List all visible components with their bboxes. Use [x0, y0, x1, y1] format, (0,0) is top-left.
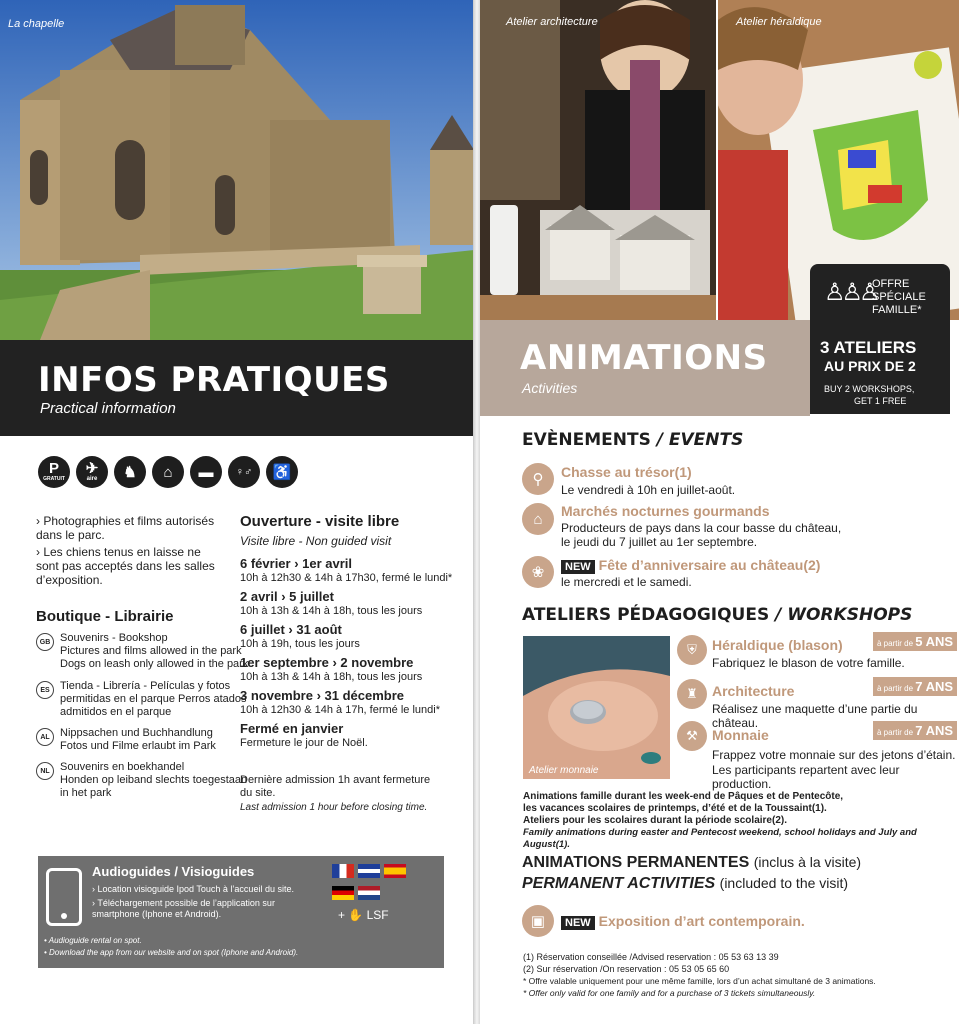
schedule-hours: 10h à 13h & 14h à 18h, tous les jours — [240, 671, 423, 683]
shop-lang-nl — [36, 761, 247, 800]
footnote: (2) Sur réservation /On reservation : 05 53 05 65 60 — [523, 964, 730, 974]
chapel-photo — [0, 0, 474, 340]
audio-line: › Téléchargement possible de l’application sur smartphone (Iphone et Android). — [92, 898, 275, 919]
permanent-item: NEW Exposition d’art contemporain. — [561, 913, 805, 930]
flag-es-icon — [384, 864, 406, 878]
schedule-dates: 1er septembre › 2 novembre — [240, 655, 414, 670]
new-badge: NEW — [561, 916, 595, 930]
chapel-illustration — [0, 0, 474, 340]
lang-badge-es: ES — [36, 681, 54, 699]
schedule-dates: 2 avril › 5 juillet — [240, 589, 334, 604]
toilets-icon: ♀♂ — [228, 456, 260, 488]
footnote: * Offre valable uniquement pour une même famille, lors d’un achat simultané de 3 animations. — [523, 976, 876, 986]
age-badge: à partir de 7 ANS — [873, 721, 957, 740]
event-line: le jeudi du 7 juillet au 1er septembre. — [561, 535, 758, 549]
lang-badge-nl: NL — [36, 762, 54, 780]
schedule-hours: 10h à 12h30 & 14h à 17h30, fermé le lundi* — [240, 572, 453, 584]
schedule-item — [240, 688, 470, 717]
shop-lang-al — [36, 727, 216, 753]
event-name: Chasse au trésor(1) — [561, 464, 692, 480]
family-icon: ♙♙♙ — [824, 279, 877, 306]
shop-lang-gb — [36, 632, 248, 671]
shop-nl-line: in het park — [60, 787, 112, 799]
workshop-name: Architecture — [712, 683, 795, 699]
offer-en: GET 1 FREE — [854, 396, 907, 406]
coin-illustration — [523, 636, 670, 779]
schedule-hours: Fermeture le jour de Noël. — [240, 737, 368, 749]
shield-icon: ⛨ — [677, 635, 707, 665]
gift-icon: ❀ — [522, 556, 554, 588]
schedule-dates: Fermé en janvier — [240, 721, 344, 736]
coin-photo — [523, 636, 670, 779]
schedule-item — [240, 622, 470, 651]
family-line: Animations famille durant les week-end de Pâques et de Pentecôte, — [523, 791, 844, 802]
offer-price: AU PRIX DE 2 — [824, 358, 916, 374]
left-panel — [0, 0, 474, 1024]
workshop-name: Monnaie — [712, 727, 769, 743]
parking-caption: GRATUIT — [43, 476, 65, 482]
audio-en-line: • Audioguide rental on spot. — [44, 936, 142, 945]
footnote: * Offer only valid for one family and for a purchase of 3 tickets simultaneously. — [523, 988, 816, 998]
shop-nl-line: Souvenirs en boekhandel — [60, 761, 185, 773]
workshops-title: ATELIERS PÉDAGOGIQUES / WORKSHOPS — [522, 605, 913, 625]
event-line: le mercredi et le samedi. — [561, 575, 692, 589]
flag-fr-icon — [332, 864, 354, 878]
schedule-item — [240, 721, 470, 750]
shop-title: Boutique - Librairie — [36, 608, 174, 625]
event-name: NEW Fête d’anniversaire au château(2) — [561, 557, 820, 574]
flag-de-icon — [332, 886, 354, 900]
bird-icon: ✈ aire — [76, 456, 108, 488]
offer-en: BUY 2 WORKSHOPS, — [824, 384, 915, 394]
photo-label-chapelle: La chapelle — [8, 18, 65, 30]
sign-language-label: + ✋ LSF — [338, 908, 389, 922]
last-admission: Dernière admission 1h avant fermeture du site. — [240, 774, 431, 799]
last-admission-en: Last admission 1 hour before closing time. — [240, 802, 428, 813]
schedule-dates: 6 juillet › 31 août — [240, 622, 342, 637]
infos-title: INFOS PRATIQUES — [38, 360, 390, 400]
audioguide-box — [38, 856, 444, 968]
family-line-en: Family animations during easter and Pentecost weekend, school holidays and July and August(1). — [523, 827, 917, 850]
schedule-item — [240, 655, 470, 684]
shop-es-line: admitidos en el parque — [60, 706, 172, 718]
lang-badge-gb: GB — [36, 633, 54, 651]
frame-icon: ▣ — [522, 905, 554, 937]
audio-line: › Location visioguide Ipod Touch à l’accueil du site. — [92, 884, 294, 894]
shop-es-line: Tienda - Librería - Películas y fotos — [60, 680, 231, 692]
architecture-illustration — [480, 0, 716, 320]
flags-grid — [332, 864, 418, 905]
right-panel — [480, 0, 959, 1024]
schedule-item — [240, 589, 470, 618]
permanent-title-en: PERMANENT ACTIVITIES (included to the visit) — [522, 875, 849, 892]
note-dogs: › Les chiens tenus en laisse ne sont pas acceptés dans les salles d’exposition. — [36, 545, 215, 587]
bird-caption: aire — [86, 475, 98, 482]
dog-icon: ♞ — [114, 456, 146, 488]
shop-gb-line: Souvenirs - Bookshop — [60, 632, 168, 644]
magnifier-icon: ⚲ — [522, 463, 554, 495]
permanent-title: ANIMATIONS PERMANENTES (inclus à la visite) — [522, 854, 862, 871]
note-photos: › Photographies et films autorisés dans le parc. — [36, 514, 215, 542]
animations-title: ANIMATIONS — [520, 338, 768, 378]
schedule-dates: 6 février › 1er avril — [240, 556, 353, 571]
schedule-hours: 10h à 19h, tous les jours — [240, 638, 360, 650]
coin-press-icon: ⚒ — [677, 721, 707, 751]
lang-badge-al: AL — [36, 728, 54, 746]
animations-subtitle: Activities — [522, 380, 578, 396]
shop-gb-line: Dogs on leash only allowed in the park — [60, 658, 249, 670]
workshop-line: Les participants repartent avec leur production. — [712, 763, 900, 791]
schedule-hours: 10h à 12h30 & 14h à 17h, fermé le lundi* — [240, 704, 440, 716]
audio-en-line: • Download the app from our website and on spot (Iphone and Android). — [44, 948, 299, 957]
schedule-item — [240, 556, 470, 585]
picnic-icon: ⌂ — [152, 456, 184, 488]
tower-icon: ♜ — [677, 679, 707, 709]
audio-title: Audioguides / Visioguides — [92, 864, 255, 879]
age-badge: à partir de 5 ANS — [873, 632, 957, 651]
opening-subtitle: Visite libre - Non guided visit — [240, 534, 392, 548]
photo-label-monnaie: Atelier monnaie — [529, 765, 599, 776]
footnote: (1) Réservation conseillée /Advised reservation : 05 53 63 13 39 — [523, 952, 779, 962]
offer-line: OFFRE — [872, 278, 910, 290]
shop-al-line: Fotos und Filme erlaubt im Park — [60, 740, 216, 752]
schedule-hours: 10h à 13h & 14h à 18h, tous les jours — [240, 605, 423, 617]
offer-line: FAMILLE* — [872, 304, 922, 316]
photo-label-architecture: Atelier architecture — [506, 16, 598, 28]
family-offer-box — [810, 264, 950, 414]
shop-es-line: permitidas en el parque Perros atados — [60, 693, 247, 705]
age-badge: à partir de 7 ANS — [873, 677, 957, 696]
schedule-dates: 3 novembre › 31 décembre — [240, 688, 405, 703]
workshop-line: Réalisez une maquette d’une partie du château. — [712, 702, 918, 730]
events-title: EVÈNEMENTS / EVENTS — [522, 430, 744, 450]
schedule-list — [240, 556, 470, 750]
opening-title: Ouverture - visite libre — [240, 513, 400, 530]
architecture-photo — [480, 0, 716, 320]
animations-banner — [480, 320, 810, 416]
shop-nl-line: Honden op leiband slechts toegestaan — [60, 774, 248, 786]
workshop-line: Fabriquez le blason de votre famille. — [712, 656, 905, 670]
shop-lang-es — [36, 680, 247, 719]
offer-line: SPÉCIALE — [872, 291, 926, 303]
new-badge: NEW — [561, 560, 595, 574]
family-line: Ateliers pour les scolaires durant la période scolaire(2). — [523, 815, 787, 826]
family-line: les vacances scolaires de printemps, d’été et de la Toussaint(1). — [523, 803, 827, 814]
shop-al-line: Nippsachen und Buchhandlung — [60, 727, 213, 739]
parking-icon: P GRATUIT — [38, 456, 70, 488]
smartphone-icon — [46, 868, 82, 926]
infos-subtitle: Practical information — [40, 400, 176, 417]
pictogram-row — [38, 456, 298, 488]
workshop-name: Héraldique (blason) — [712, 637, 843, 653]
basket-icon: ⌂ — [522, 503, 554, 535]
photo-label-heraldique: Atelier héraldique — [736, 16, 822, 28]
event-line: Producteurs de pays dans la cour basse du château, — [561, 521, 842, 535]
infos-banner — [0, 340, 474, 436]
event-line: Le vendredi à 10h en juillet-août. — [561, 483, 736, 497]
event-name: Marchés nocturnes gourmands — [561, 503, 770, 519]
flag-nl-icon — [358, 886, 380, 900]
wheelchair-icon: ♿ — [266, 456, 298, 488]
offer-big: 3 ATELIERS — [820, 338, 917, 357]
shop-gb-line: Pictures and films allowed in the park — [60, 645, 242, 657]
workshop-line: Frappez votre monnaie sur des jetons d’étain. — [712, 748, 956, 762]
ticket-icon: ▬ — [190, 456, 222, 488]
flag-gb-icon — [358, 864, 380, 878]
